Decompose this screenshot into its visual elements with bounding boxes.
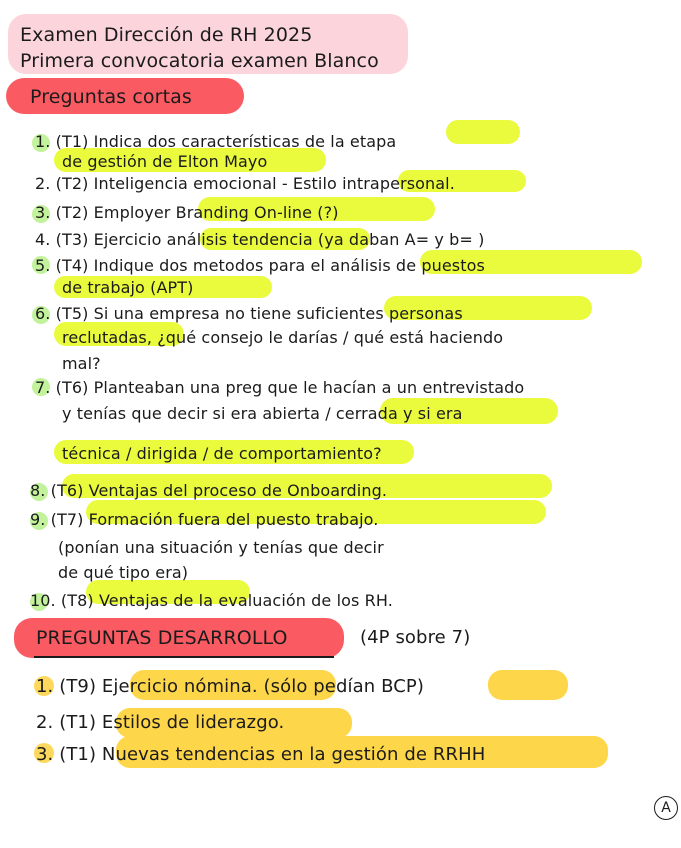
question-1-highlight-a [446,120,520,144]
section-long-title: PREGUNTAS DESARROLLO [36,627,288,649]
question-2: 2. (T2) Inteligencia emocional - Estilo intrapersonal. [35,174,455,193]
question-6-line-3: mal? [62,354,101,373]
header-line-2: Primera convocatoria examen Blanco [20,50,379,72]
dev-1-highlight-b [488,670,568,700]
development-item-3: 3. (T1) Nuevas tendencias en la gestión de RRHH [36,744,486,765]
question-7-line-2: y tenías que decir si era abierta / cerrada y si era [62,404,463,423]
question-9-line-1: 9. (T7) Formación fuera del puesto trabajo. [30,510,379,529]
question-1-line-2: de gestión de Elton Mayo [62,152,268,171]
question-6-line-2: reclutadas, ¿qué consejo le darías / qué está haciendo [62,328,504,347]
question-7-line-3: técnica / dirigida / de comportamiento? [62,444,382,463]
question-1-line-1: 1. (T1) Indica dos características de la etapa [35,132,397,151]
section-long-title-underline [34,656,334,658]
question-9-line-2: (ponían una situación y tenías que decir [58,538,384,557]
question-7-line-1: 7. (T6) Planteaban una preg que le hacían a un entrevistado [35,378,525,397]
question-10: 10. (T8) Ventajas de la evaluación de los RH. [30,591,393,610]
question-6-line-1: 6. (T5) Si una empresa no tiene suficientes personas [35,304,463,323]
corner-circled-letter: A [654,796,678,820]
question-5-line-1: 5. (T4) Indique dos metodos para el análisis de puestos [35,256,485,275]
development-item-1: 1. (T9) Ejercicio nómina. (sólo pedían BCP) [36,676,424,697]
question-5-line-2: de trabajo (APT) [62,278,194,297]
question-9-line-3: de qué tipo era) [58,563,189,582]
question-3: 3. (T2) Employer Branding On-line (?) [35,203,339,222]
header-line-1: Examen Dirección de RH 2025 [20,24,313,46]
section-long-note: (4P sobre 7) [360,627,471,648]
question-8: 8. (T6) Ventajas del proceso de Onboarding. [30,481,388,500]
development-item-2: 2. (T1) Estilos de liderazgo. [36,712,285,733]
question-4: 4. (T3) Ejercicio análisis tendencia (ya daban A= y b= ) [35,230,485,249]
section-short-title: Preguntas cortas [30,86,192,108]
